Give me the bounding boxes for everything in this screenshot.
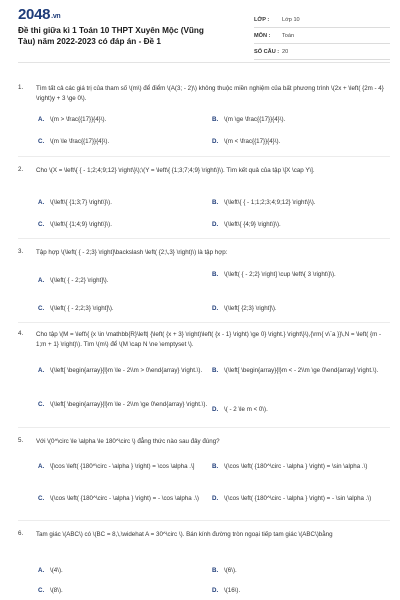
question-text: Với \(0^\circ \le \alpha \le 180^\circ \) đẳng thức nào sau đây đúng? [36, 438, 220, 445]
meta-row-count [254, 44, 390, 60]
option-text: \(m \le \frac{{17}}{4}\). [50, 138, 110, 145]
option-text: \(8\). [50, 587, 63, 594]
option-letter: C. [38, 138, 45, 145]
option-letter: B. [212, 116, 219, 123]
option-letter: B. [212, 567, 219, 574]
meta-row-class [254, 12, 390, 28]
option-text: \(m \ge \frac{{17}}{4}\). [224, 116, 286, 123]
question-number: 2. [18, 166, 24, 173]
option-text: \(6\). [224, 567, 237, 574]
site-logo[interactable] [18, 6, 60, 23]
question-5 [18, 437, 390, 449]
meta-value: 20 [282, 48, 289, 55]
document-title: Đề thi giữa kì 1 Toán 10 THPT Xuyên Mộc (Vũng Tàu) năm 2022-2023 có đáp án - Đề 1 [18, 26, 204, 46]
option-letter: B. [212, 463, 219, 470]
option-letter: C. [38, 305, 45, 312]
option-letter: B. [212, 271, 219, 278]
logo-main: 2048 [18, 6, 51, 23]
meta-table [254, 12, 390, 60]
meta-label: MÔN : [254, 32, 271, 39]
option-text: \(16\). [224, 587, 241, 594]
question-4 [18, 330, 390, 360]
question-number: 1. [18, 84, 24, 91]
option-letter: A. [38, 567, 45, 574]
question-text: Tìm tất cả các giá trị của tham số \(m\) để điểm \(A(3; - 2)\) không thuộc miền nghiệm của bất phương trình \(2x + \left( {2m - 4} \right)y + 3 \ge 0\). [36, 85, 384, 102]
option-text: \(\left( { - 2;2} \right] \cup \left\{ 3 \right\}\). [224, 271, 336, 278]
option-letter: D. [212, 305, 219, 312]
question-text: Tam giác \(ABC\) có \(BC = 8,\,\widehat A = 30^\circ \). Bán kính đường tròn ngoại tiếp tam giác \(ABC\)bằng [36, 531, 333, 538]
option-letter: D. [212, 406, 219, 413]
option-letter: A. [38, 116, 45, 123]
question-3 [18, 248, 390, 268]
option-text: \(\left\{ {1;3;7} \right\}\). [50, 199, 112, 206]
question-divider [18, 156, 390, 157]
question-text: Cho tập \(M = \left\{ {x \in \mathbb{R}\left| {\left( {x + 3} \right)\left( {x - 1} \right) \ge 0} \right.} \right\}\),{\rm{ v\`a }}\,N = \left( {m - 1;m + 1} \right)\). Tìm \(m\) để \(M \cap N \ne \emptyset \). [36, 331, 382, 348]
question-6 [18, 530, 390, 552]
question-number: 6. [18, 530, 24, 537]
question-divider [18, 322, 390, 323]
option-text: \(\left( { - 2;2} \right]\). [50, 277, 109, 284]
option-letter: C. [38, 587, 45, 594]
meta-value: Lớp 10 [282, 16, 300, 23]
question-divider [18, 520, 390, 521]
option-text: \(\left\{ { - 1;1;2;3;4;9;12} \right\}\). [224, 199, 316, 206]
option-letter: D. [212, 495, 219, 502]
option-letter: C. [38, 401, 45, 408]
option-text: \(m < \frac{{17}}{4}\). [224, 138, 281, 145]
option-text: \(\left[ {2;3} \right]\). [224, 305, 277, 312]
option-text: \( - 2 \le m < 0\). [224, 406, 268, 413]
question-text: Tập hợp \(\left( { - 2;3} \right]\backslash \left( {2;\,3} \right)\) là tập hợp: [36, 249, 228, 256]
question-number: 3. [18, 248, 24, 255]
question-number: 4. [18, 330, 24, 337]
option-letter: D. [212, 221, 219, 228]
option-text: \(\left\{ {4;9} \right\}\). [224, 221, 281, 228]
document-header [0, 0, 400, 62]
option-letter: C. [38, 495, 45, 502]
option-text: \(\left\{ {1;4;9} \right\}\). [50, 221, 112, 228]
option-letter: A. [38, 277, 45, 284]
option-text: \(\cos \left( {180^\circ - \alpha } \right) = - \sin \alpha .\) [224, 495, 372, 502]
question-divider [18, 238, 390, 239]
logo-suffix: .vn [51, 13, 61, 20]
option-text: \(\left[ \begin{array}{l}m \le - 2\\m > 0\end{array} \right.\). [50, 367, 203, 374]
option-text: \(m > \frac{{17}}{4}\). [50, 116, 107, 123]
option-text: \[\cos \left( {180^\circ - \alpha } \right) = \cos \alpha .\] [50, 463, 195, 470]
meta-row-subject [254, 28, 390, 44]
option-letter: B. [212, 199, 219, 206]
option-text: \(\left[ \begin{array}{l}m < - 2\\m \ge 0\end{array} \right.\). [224, 367, 379, 374]
option-letter: A. [38, 367, 45, 374]
option-text: \(\cos \left( {180^\circ - \alpha } \right) = \sin \alpha .\) [224, 463, 368, 470]
question-number: 5. [18, 437, 24, 444]
header-divider [18, 62, 390, 63]
option-letter: C. [38, 221, 45, 228]
option-letter: D. [212, 587, 219, 594]
meta-label: LỚP : [254, 16, 270, 23]
meta-label: SỐ CÂU : [254, 48, 280, 55]
option-letter: D. [212, 138, 219, 145]
option-letter: A. [38, 199, 45, 206]
question-2 [18, 166, 390, 196]
meta-value: Toán [282, 32, 295, 39]
question-divider [18, 427, 390, 428]
option-text: \(\cos \left( {180^\circ - \alpha } \right) = - \cos \alpha .\) [50, 495, 199, 502]
option-letter: A. [38, 463, 45, 470]
option-text: \(\left( { - 2;2;3} \right]\). [50, 305, 114, 312]
option-text: \(\left[ \begin{array}{l}m \le - 2\\m \ge 0\end{array} \right.\). [50, 401, 208, 408]
option-text: \(4\). [50, 567, 63, 574]
option-letter: B. [212, 367, 219, 374]
question-text: Cho \(X = \left\{ { - 1;2;4;9;12} \right\}\);\(Y = \left\{ {1;3;7;4;9} \right\}\). Tìm kết quả của tập \[X \cap Y\]. [36, 167, 315, 174]
